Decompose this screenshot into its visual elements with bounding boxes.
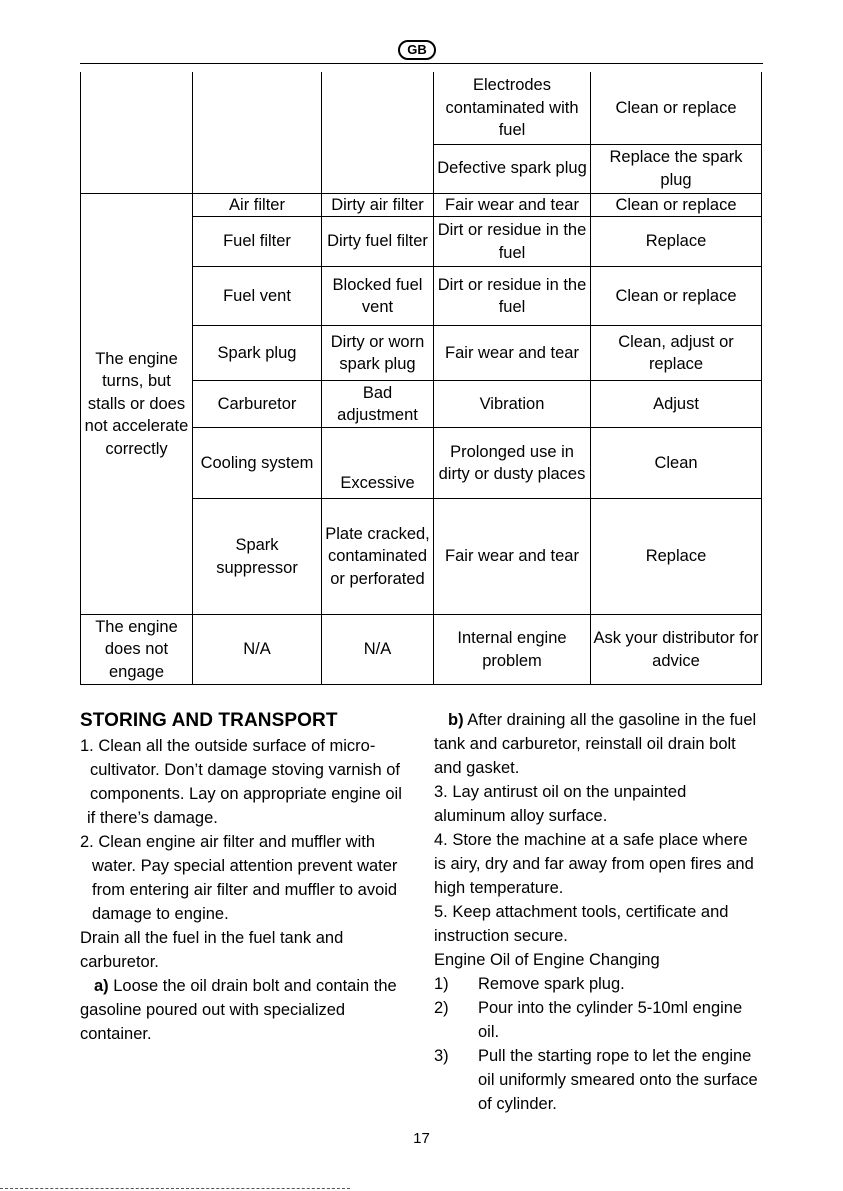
right-text-column (434, 708, 762, 1116)
table-row (81, 72, 762, 144)
list-item: 2. Clean engine air filter and muffler with (80, 833, 376, 851)
cause-cell: Dirt or residue in the fuel (434, 217, 591, 267)
component-cell: Spark suppressor (193, 499, 322, 615)
cause-cell: Internal engine problem (434, 615, 591, 685)
subsection-title: Engine Oil of Engine Changing (434, 951, 660, 969)
component-cell: Fuel filter (193, 217, 322, 267)
empty-cell (193, 72, 322, 193)
fault-cell: Blocked fuel vent (322, 267, 434, 326)
sub-step-label: b) (448, 711, 464, 729)
fault-cell: Excessive (322, 428, 434, 499)
section-heading: STORING AND TRANSPORT (80, 710, 338, 731)
cause-cell: Defective spark plug (434, 144, 591, 193)
component-cell: N/A (193, 615, 322, 685)
problem-cell: The engine does not engage (81, 615, 193, 685)
cause-cell: Dirt or residue in the fuel (434, 267, 591, 326)
action-cell: Replace the spark plug (591, 144, 762, 193)
left-text-column (80, 708, 410, 1046)
table-row (81, 193, 762, 217)
sub-step-text: Loose the oil drain bolt and contain the gasoline poured out with specialized container. (80, 977, 397, 1043)
sub-step-a (80, 974, 410, 1046)
fault-cell: Dirty air filter (322, 193, 434, 217)
language-badge: GB (398, 40, 436, 60)
cause-cell: Fair wear and tear (434, 499, 591, 615)
component-cell: Fuel vent (193, 267, 322, 326)
list-item-continued: cultivator. Don’t damage stoving varnish of (90, 761, 400, 779)
cause-cell: Prolonged use in dirty or dusty places (434, 428, 591, 499)
step-text: Remove spark plug. (478, 975, 625, 993)
action-cell: Clean, adjust or replace (591, 326, 762, 381)
list-item-continued: water. Pay special attention prevent water (92, 857, 398, 875)
numbered-step (434, 972, 762, 996)
step-text: Pour into the cylinder 5-10ml engine oil. (478, 999, 743, 1041)
step-number: 1) (434, 975, 449, 993)
numbered-step (434, 1044, 762, 1116)
action-cell: Ask your distributor for advice (591, 615, 762, 685)
component-cell: Carburetor (193, 381, 322, 428)
list-item-continued: damage to engine. (92, 905, 229, 923)
sub-step-b (434, 708, 762, 780)
sub-step-text: After draining all the gasoline in the fuel tank and carburetor, reinstall oil drain bolt and gasket. (434, 711, 757, 777)
numbered-step (434, 996, 762, 1044)
action-cell: Clean or replace (591, 72, 762, 144)
action-cell: Replace (591, 499, 762, 615)
list-item: 4. Store the machine at a safe place where is airy, dry and far away from open fires and high temperature. (434, 831, 754, 897)
step-number: 2) (434, 999, 449, 1017)
cause-cell: Electrodes contaminated with fuel (434, 72, 591, 144)
action-cell: Adjust (591, 381, 762, 428)
list-item: 3. Lay antirust oil on the unpainted aluminum alloy surface. (434, 783, 687, 825)
problem-cell: The engine turns, but stalls or does not accelerate correctly (81, 193, 193, 615)
component-cell: Spark plug (193, 326, 322, 381)
page-number: 17 (413, 1130, 430, 1147)
table-row (81, 615, 762, 685)
list-item-continued: if there’s damage. (87, 809, 218, 827)
troubleshooting-table (80, 72, 762, 685)
component-cell: Cooling system (193, 428, 322, 499)
step-number: 3) (434, 1047, 449, 1065)
sub-step-label: a) (94, 977, 109, 995)
fault-cell: Plate cracked, contaminated or perforated (322, 499, 434, 615)
action-cell: Clean or replace (591, 193, 762, 217)
component-cell: Air filter (193, 193, 322, 217)
fault-cell: Bad adjustment (322, 381, 434, 428)
list-item: 1. Clean all the outside surface of micro- (80, 737, 376, 755)
fault-cell: Dirty fuel filter (322, 217, 434, 267)
cause-cell: Fair wear and tear (434, 326, 591, 381)
list-item-continued: components. Lay on appropriate engine oil (90, 785, 402, 803)
empty-cell (322, 72, 434, 193)
step-text: Pull the starting rope to let the engine oil uniformly smeared onto the surface of cylinder. (478, 1047, 758, 1113)
list-item: 5. Keep attachment tools, certificate and instruction secure. (434, 903, 729, 945)
action-cell: Clean (591, 428, 762, 499)
action-cell: Clean or replace (591, 267, 762, 326)
list-item-continued: from entering air filter and muffler to avoid (92, 881, 398, 899)
action-cell: Replace (591, 217, 762, 267)
paragraph: Drain all the fuel in the fuel tank and carburetor. (80, 929, 344, 971)
cause-cell: Vibration (434, 381, 591, 428)
cause-cell: Fair wear and tear (434, 193, 591, 217)
fault-cell: N/A (322, 615, 434, 685)
header-rule (80, 63, 763, 64)
fault-cell: Dirty or worn spark plug (322, 326, 434, 381)
bottom-edge-line (0, 1188, 350, 1189)
empty-cell (81, 72, 193, 193)
